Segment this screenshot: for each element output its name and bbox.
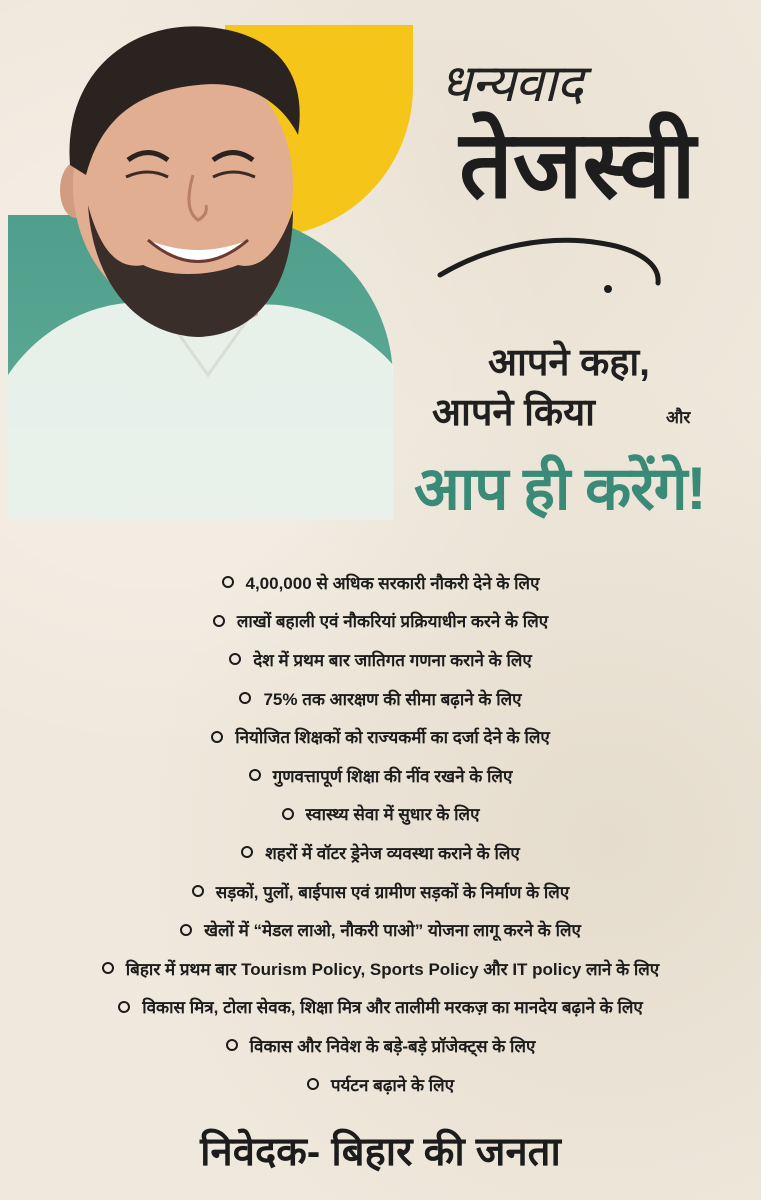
bullet-circle-icon <box>180 924 192 936</box>
footer-signature: निवेदक- बिहार की जनता <box>200 1130 561 1174</box>
list-item: 75% तक आरक्षण की सीमा बढ़ाने के लिए <box>40 679 721 718</box>
list-item: बिहार में प्रथम बार Tourism Policy, Sports Policy और IT policy लाने के लिए <box>40 949 721 988</box>
bullet-circle-icon <box>229 653 241 665</box>
bullet-circle-icon <box>307 1078 319 1090</box>
list-item: पर्यटन बढ़ाने के लिए <box>40 1065 721 1104</box>
tagline-you-will-do: आप ही करेंगे! <box>414 455 706 522</box>
headline-name: तेजस्वी <box>459 110 696 220</box>
list-item: 4,00,000 से अधिक सरकारी नौकरी देने के लिए <box>40 563 721 602</box>
bullet-circle-icon <box>118 1001 130 1013</box>
list-item: विकास मित्र, टोला सेवक, शिक्षा मित्र और तालीमी मरकज़ का मानदेय बढ़ाने के लिए <box>40 988 721 1027</box>
bullet-circle-icon <box>192 885 204 897</box>
bullet-circle-icon <box>226 1039 238 1051</box>
list-item: खेलों में “मेडल लाओ, नौकरी पाओ” योजना लागू करने के लिए <box>40 910 721 949</box>
headline-thanks: धन्यवाद <box>440 54 583 114</box>
list-item: विकास और निवेश के बड़े-बड़े प्रॉजेक्ट्स के लिए <box>40 1026 721 1065</box>
tagline-and: और <box>666 408 691 427</box>
portrait-photo <box>8 15 393 520</box>
bullet-circle-icon <box>211 731 223 743</box>
list-item: लाखों बहाली एवं नौकरियां प्रक्रियाधीन करने के लिए <box>40 602 721 641</box>
bullet-circle-icon <box>249 769 261 781</box>
achievement-list <box>40 563 721 1103</box>
bullet-circle-icon <box>241 846 253 858</box>
list-item: शहरों में वॉटर ड्रेनेज व्यवस्था कराने के लिए <box>40 833 721 872</box>
list-item: नियोजित शिक्षकों को राज्यकर्मी का दर्जा देने के लिए <box>40 717 721 756</box>
list-item: स्वास्थ्य सेवा में सुधार के लिए <box>40 795 721 834</box>
tagline-you-did: आपने किया <box>432 392 595 434</box>
bullet-circle-icon <box>222 576 234 588</box>
bullet-circle-icon <box>282 808 294 820</box>
list-item: देश में प्रथम बार जातिगत गणना कराने के लिए <box>40 640 721 679</box>
bullet-circle-icon <box>102 962 114 974</box>
bullet-circle-icon <box>239 692 251 704</box>
calligraphy-flourish <box>430 225 730 295</box>
list-item: गुणवत्तापूर्ण शिक्षा की नींव रखने के लिए <box>40 756 721 795</box>
bullet-circle-icon <box>213 615 225 627</box>
tagline-you-said: आपने कहा, <box>488 342 650 384</box>
list-item: सड़कों, पुलों, बाईपास एवं ग्रामीण सड़कों के निर्माण के लिए <box>40 872 721 911</box>
